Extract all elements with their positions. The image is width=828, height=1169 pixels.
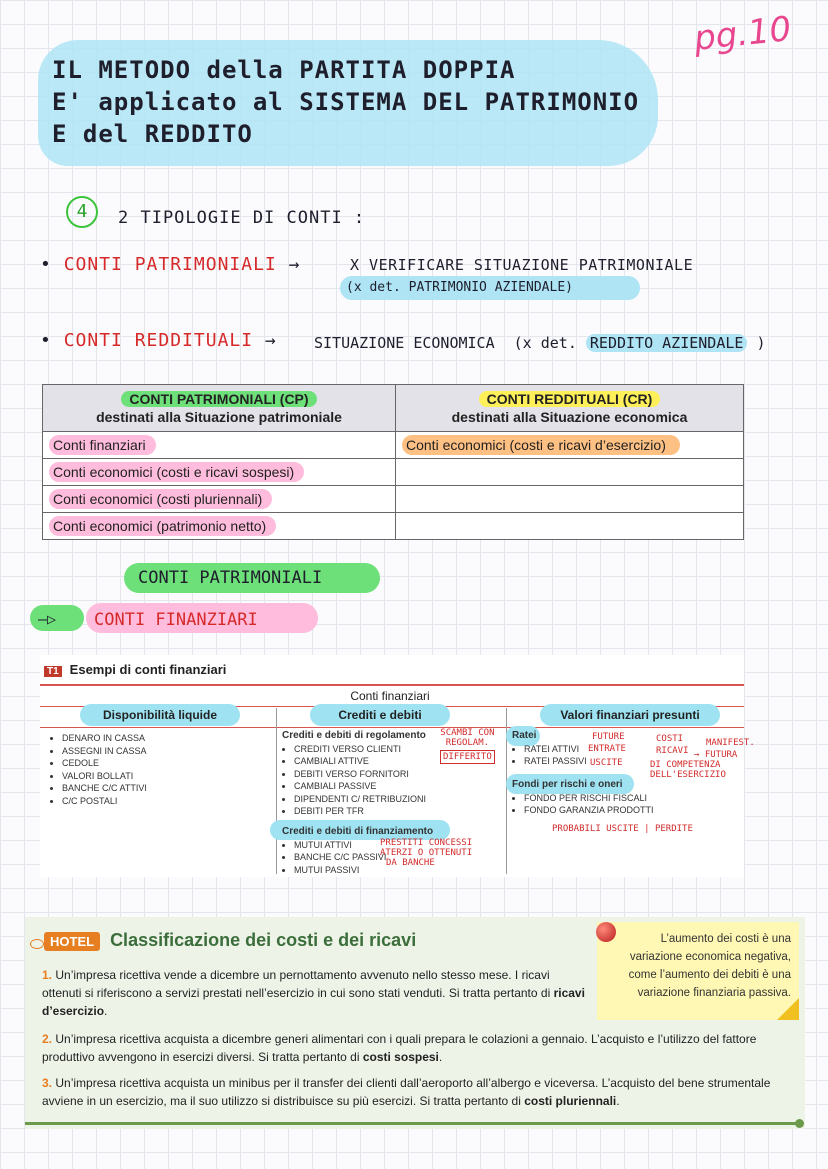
item-bold: costi sospesi (362, 1050, 439, 1064)
esempi-title: Esempi di conti finanziari (69, 662, 227, 677)
conti-table (42, 384, 744, 540)
item-number: 2. (42, 1032, 53, 1046)
item-bold: costi pluriennali (524, 1094, 617, 1108)
col-disponibilita-title: Disponibilità liquide (80, 704, 240, 726)
title-line-1: IL METODO della PARTITA DOPPIA (52, 56, 516, 84)
hotel-tag: HOTEL (44, 932, 100, 951)
esempi-badge: T1 (44, 666, 62, 677)
arrow-icon: → (264, 330, 277, 351)
table-cell (396, 459, 744, 486)
col1-list (50, 732, 147, 807)
page-number: pg.10 (692, 9, 794, 59)
handnote-fondi: PROBABILI USCITE | PERDITE (552, 824, 693, 834)
step-number-circle: 4 (66, 196, 98, 228)
list-item: • MUTUI ATTIVI (294, 839, 433, 852)
col-valori-title: Valori finanziari presunti (540, 704, 720, 726)
page-title (52, 54, 639, 150)
col3-list-2 (512, 779, 654, 817)
list-item: • BANCHE C/C PASSIVI (294, 851, 433, 864)
bullet-patrimoniali-sub: (x det. PATRIMONIO AZIENDALE) (346, 280, 573, 295)
handnote-future: FUTURE (592, 732, 625, 742)
item-end: . (616, 1094, 620, 1108)
handnote-prestiti (380, 838, 472, 868)
section-patrimoniali: CONTI PATRIMONIALI (138, 568, 323, 588)
section-finanziari: CONTI FINANZIARI (94, 610, 258, 630)
bullet-reddituali-label: CONTI REDDITUALI (63, 330, 254, 351)
link-icon (30, 939, 44, 949)
list-item: • FONDO PER RISCHI FISCALI (524, 792, 654, 805)
hotel-heading (44, 930, 416, 951)
tipologie-heading: 2 TIPOLOGIE DI CONTI : (118, 208, 366, 228)
item-number: 1. (42, 968, 53, 982)
hotel-item-2 (42, 1030, 798, 1066)
bullet-reddituali-main: SITUAZIONE ECONOMICA (314, 334, 495, 352)
list-item: • BANCHE C/C ATTIVI (62, 782, 147, 795)
hotel-title: Classificazione dei costi e dei ricavi (110, 930, 417, 950)
note-fold-icon (777, 998, 799, 1020)
list-item: • VALORI BOLLATI (62, 770, 147, 783)
table-cell: Conti economici (patrimonio netto) (49, 516, 276, 536)
col3-list (512, 730, 587, 768)
list-item: • RATEI ATTIVI (524, 743, 587, 756)
table-row (43, 513, 744, 540)
col3-sub1: Ratei (512, 730, 537, 741)
item-text: Un’impresa ricettiva acquista un minibus per il transfer dei clienti dall’aeroporto all’albergo e viceversa. L’acquisto del bene strumentale avviene in un esercizio, ma il suo utilizzo si distribuisce su più esercizi. Si tratta pertanto di (42, 1076, 771, 1108)
handnote-manifest: MANIFEST. (706, 738, 755, 748)
arrow-icon: —▷ (38, 610, 57, 628)
arrow-icon: → (288, 254, 301, 275)
cp-sub: destinati alla Situazione patrimoniale (96, 409, 342, 425)
table-cell: Conti economici (costi pluriennali) (49, 489, 272, 509)
divider (40, 684, 744, 686)
list-item: • CREDITI VERSO CLIENTI (294, 743, 426, 756)
list-item: • CEDOLE (62, 757, 147, 770)
handnote-entrate: ENTRATE (588, 744, 626, 754)
item-end: . (438, 1050, 443, 1064)
paren-open: (x det. (513, 334, 577, 352)
table-cell (396, 486, 744, 513)
hotel-item-1 (42, 966, 590, 1020)
cr-sub: destinati alla Situazione economica (451, 409, 688, 425)
list-item: • CAMBIALI PASSIVE (294, 780, 426, 793)
cr-header-cell (396, 385, 744, 432)
handnote-esercizio: DELL'ESERCIZIO (650, 770, 726, 780)
handnote-line: PRESTITI CONCESSI (380, 838, 473, 848)
title-line-2: E' applicato al SISTEMA DEL PATRIMONIO (52, 88, 640, 116)
hotel-item-3 (42, 1074, 798, 1110)
handnote-differito: DIFFERITO (440, 750, 495, 764)
handnote-line: SCAMBI CON (440, 728, 495, 738)
item-bold: ricavi d’esercizio (42, 986, 585, 1018)
handnote-line: REGOLAM. (445, 738, 490, 748)
divider (40, 727, 744, 728)
item-text: Un’impresa ricettiva vende a dicembre un pernottamento avvenuto nello stesso mese. I ricavi ottenuti si riferiscono a servizi prestati nell’esercizio in cui sono stati venduti. Si tratta pertanto di (42, 968, 554, 1000)
bullet-reddituali: • CONTI REDDITUALI → (40, 330, 277, 351)
handnote-line: DA BANCHE (386, 858, 435, 868)
paren-close: ) (756, 334, 766, 352)
list-item: • DEBITI PER TFR (294, 805, 426, 818)
table-cell (396, 513, 744, 540)
list-item: • C/C POSTALI (62, 795, 147, 808)
cp-header-cell (43, 385, 396, 432)
item-end: . (104, 1004, 108, 1018)
title-line-3: E del REDDITO (52, 120, 253, 148)
col3-sub2: Fondi per rischi e oneri (512, 779, 623, 790)
list-item: • DIPENDENTI C/ RETRIBUZIONI (294, 793, 426, 806)
item-text: Un’impresa ricettiva acquista a dicembre generi alimentari con i quali prepara le colazioni a gennaio. L’acquisto e l’utilizzo del fattore produttivo avvengono in esercizi diversi. Si tratta pertanto di (42, 1032, 757, 1064)
col-crediti-title: Crediti e debiti (310, 704, 450, 726)
list-item: • MUTUI PASSIVI (294, 864, 433, 877)
handnote-competenza: DI COMPETENZA (650, 760, 721, 770)
list-item: • CAMBIALI ATTIVE (294, 755, 426, 768)
handnote-costi: COSTI (656, 734, 684, 744)
bullet-patrimoniali-text: X VERIFICARE SITUAZIONE PATRIMONIALE (350, 256, 694, 274)
col2-sub1: Crediti e debiti di regolamento (282, 730, 426, 741)
list-item: • DEBITI VERSO FORNITORI (294, 768, 426, 781)
table-row (43, 459, 744, 486)
list-item: • DENARO IN CASSA (62, 732, 147, 745)
cr-header: CONTI REDDITUALI (CR) (479, 391, 661, 407)
esempi-title-row (44, 662, 226, 677)
esempi-header: Conti finanziari (350, 689, 430, 703)
reddito-highlight: REDDITO AZIENDALE (586, 334, 748, 352)
item-number: 3. (42, 1076, 53, 1090)
list-item: • FONDO GARANZIA PRODOTTI (524, 804, 654, 817)
divider (25, 1122, 801, 1125)
bullet-patrimoniali-label: CONTI PATRIMONIALI (63, 254, 277, 275)
table-cell: Conti economici (costi e ricavi sospesi) (49, 462, 304, 482)
handnote-futura: → FUTURA (694, 750, 738, 760)
table-cell: Conti finanziari (49, 435, 156, 455)
cp-header: CONTI PATRIMONIALI (CP) (121, 391, 316, 407)
handnote-ricavi: RICAVI (656, 746, 689, 756)
table-row (43, 432, 744, 459)
handnote-line: ATERZI O OTTENUTI (380, 848, 473, 858)
handnote-scambi (440, 728, 495, 764)
bullet-patrimoniali: • CONTI PATRIMONIALI → (40, 254, 301, 275)
bar-end-dot (795, 1119, 804, 1128)
bullet-reddituali-text (314, 334, 766, 352)
pin-icon (596, 922, 616, 942)
col2-sub2: Crediti e debiti di finanziamento (282, 826, 434, 837)
table-cell: Conti economici (costi e ricavi d’esercizio) (402, 435, 680, 455)
list-item: • RATEI PASSIVI (524, 755, 587, 768)
list-item: • ASSEGNI IN CASSA (62, 745, 147, 758)
hotel-note: L’aumento dei costi è una variazione economica negativa, come l’aumento dei debiti è una variazione finanziaria passiva. (597, 922, 799, 1020)
table-row (43, 486, 744, 513)
handnote-uscite: USCITE (590, 758, 623, 768)
col2-list (282, 730, 426, 818)
column-divider (276, 708, 277, 874)
